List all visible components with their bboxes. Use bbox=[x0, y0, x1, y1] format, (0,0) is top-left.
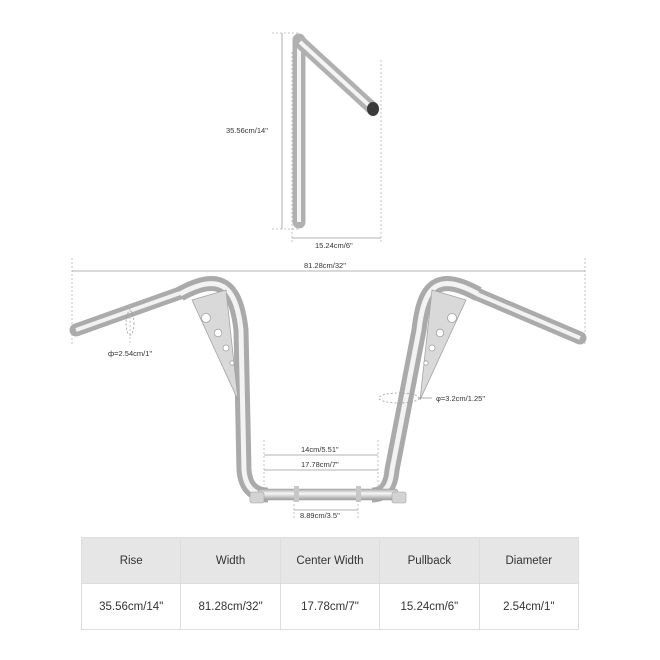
side-view bbox=[226, 33, 381, 250]
header-diameter: Diameter bbox=[479, 538, 578, 584]
clamp-width-label: 8.89cm/3.5" bbox=[300, 511, 340, 520]
bend-diameter-label: φ=3.2cm/1.25" bbox=[436, 394, 486, 403]
header-width: Width bbox=[181, 538, 280, 584]
header-pullback: Pullback bbox=[380, 538, 479, 584]
header-rise: Rise bbox=[82, 538, 181, 584]
spec-table bbox=[81, 537, 579, 630]
value-diameter: 2.54cm/1" bbox=[479, 584, 578, 630]
center-width-label: 17.78cm/7" bbox=[301, 460, 339, 469]
side-view-tube-end bbox=[367, 102, 379, 116]
grip-diameter-label: ф=2.54cm/1" bbox=[108, 349, 153, 358]
value-rise: 35.56cm/14" bbox=[82, 584, 181, 630]
rise-dimension-label: 35.56cm/14" bbox=[226, 126, 268, 135]
value-pullback: 15.24cm/6" bbox=[380, 584, 479, 630]
inner-center-label: 14cm/5.51" bbox=[301, 445, 339, 454]
spec-table-header-row bbox=[82, 538, 579, 584]
center-tube bbox=[258, 489, 398, 500]
value-width: 81.28cm/32" bbox=[181, 584, 280, 630]
header-center-width: Center Width bbox=[280, 538, 379, 584]
front-view bbox=[72, 258, 585, 520]
value-center-width: 17.78cm/7" bbox=[280, 584, 379, 630]
overall-width-label: 81.28cm/32" bbox=[304, 261, 346, 270]
pullback-dimension-label: 15.24cm/6" bbox=[315, 241, 353, 250]
spec-table-value-row bbox=[82, 584, 579, 630]
